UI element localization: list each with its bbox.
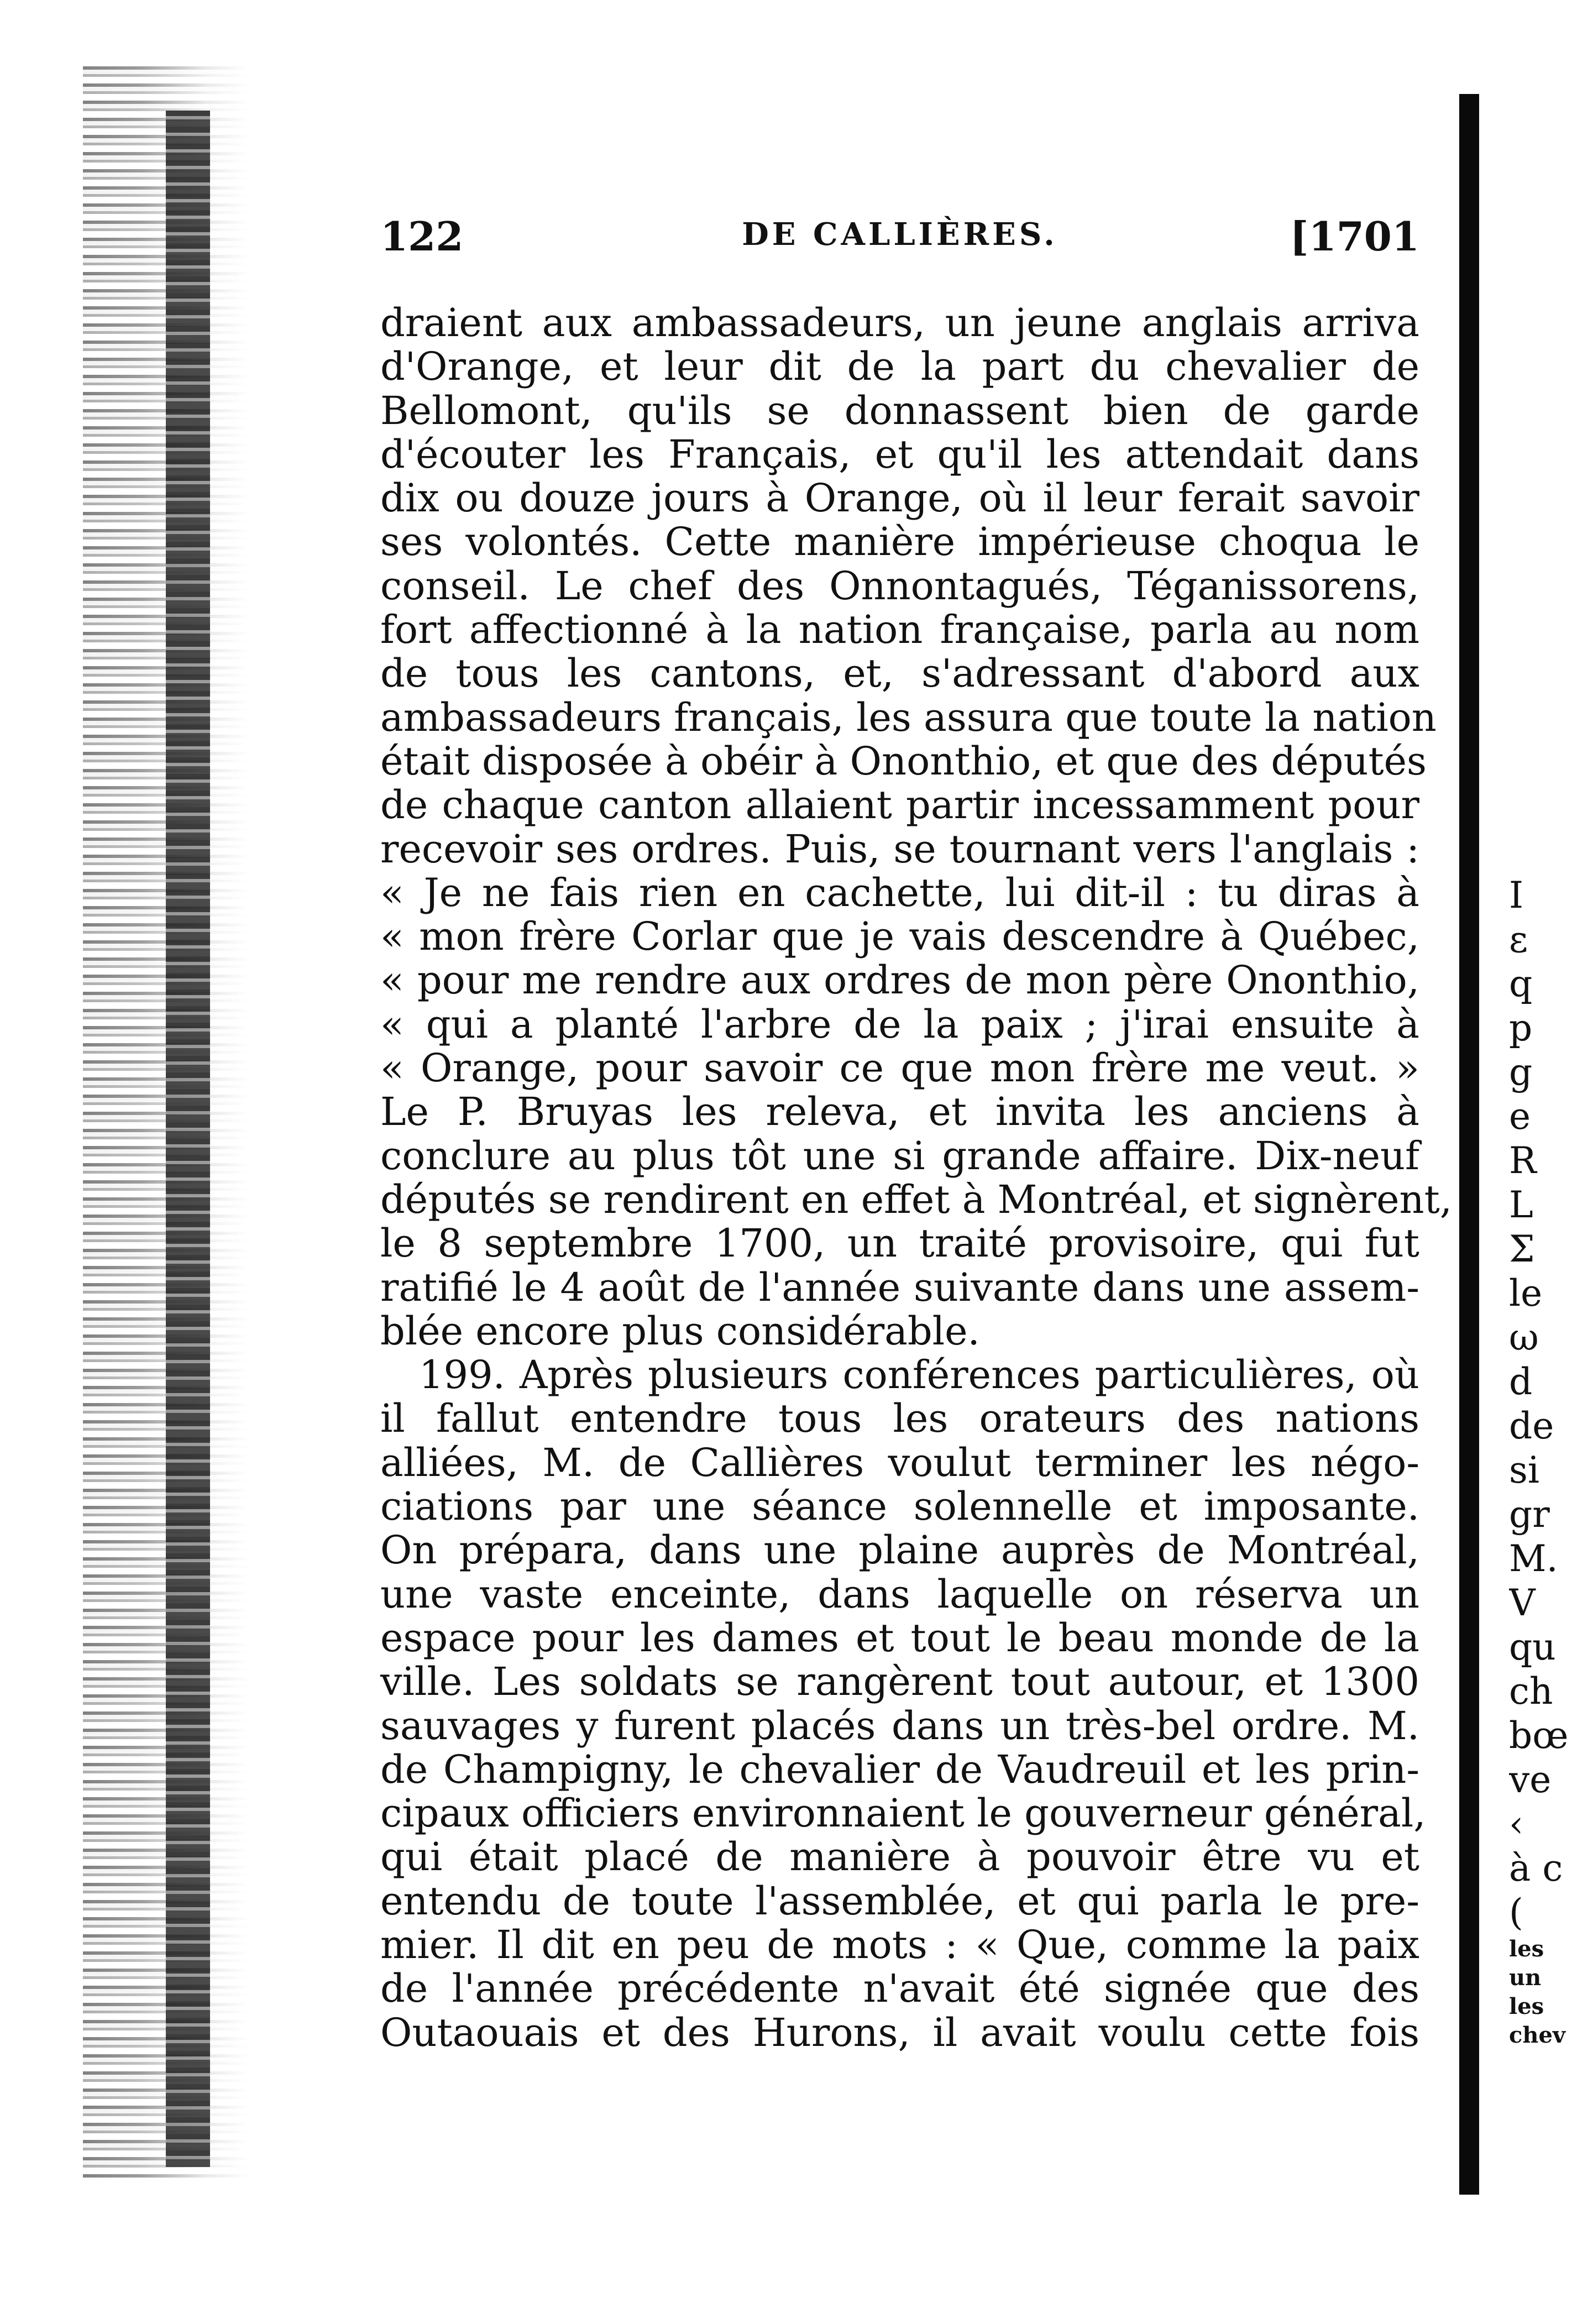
facing-fragment: ω <box>1509 1316 1539 1359</box>
facing-fragment: les <box>1509 1993 1544 2019</box>
text-line: fort affectionné à la nation française, parla au nom <box>380 607 1419 653</box>
text-line: dix ou douze jours à Orange, où il leur ferait savoir <box>380 475 1419 521</box>
text-line: Bellomont, qu'ils se donnassent bien de garde <box>380 388 1419 433</box>
facing-fragment: qu <box>1509 1626 1556 1668</box>
text-line: « mon frère Corlar que je vais descendre à Québec, <box>380 914 1419 960</box>
text-line: ses volontés. Cette manière impérieuse choqua le <box>380 519 1419 565</box>
facing-fragment: de <box>1509 1405 1554 1447</box>
text-line: ville. Les soldats se rangèrent tout autour, et 1300 <box>380 1659 1419 1705</box>
text-line: entendu de toute l'assemblée, et qui parla le pre- <box>380 1878 1419 1924</box>
text-line: qui était placé de manière à pouvoir être vu et <box>380 1834 1419 1880</box>
header-year: [1701 <box>1290 213 1419 260</box>
text-line: d'écouter les Français, et qu'il les attendait dans <box>380 431 1419 477</box>
text-line: le 8 septembre 1700, un traité provisoire, qui fut <box>380 1221 1419 1266</box>
text-line: « Je ne fais rien en cachette, lui dit-il : tu diras à <box>380 870 1419 915</box>
facing-fragment: à c <box>1509 1847 1563 1889</box>
facing-fragment: I <box>1509 874 1524 917</box>
text-line: ciations par une séance solennelle et imposante. <box>380 1484 1419 1530</box>
text-line: cipaux officiers environnaient le gouverneur général, <box>380 1791 1426 1836</box>
text-line: On prépara, dans une plaine auprès de Montréal, <box>380 1527 1419 1573</box>
page-edge-shadow <box>1459 94 1479 2195</box>
text-line: « Orange, pour savoir ce que mon frère me veut. » <box>380 1045 1419 1091</box>
text-line: ratifié le 4 août de l'année suivante dans une assem- <box>380 1264 1419 1310</box>
facing-page-fragments <box>1509 873 1592 2050</box>
text-line: de chaque canton allaient partir incessamment pour <box>380 782 1419 828</box>
text-line: de tous les cantons, et, s'adressant d'abord aux <box>380 651 1419 697</box>
facing-fragment: ε <box>1509 918 1528 961</box>
facing-fragment: ‹ <box>1509 1803 1524 1845</box>
facing-fragment: bœ <box>1509 1714 1569 1757</box>
page-number: 122 <box>380 213 464 260</box>
facing-fragment: si <box>1509 1449 1539 1491</box>
text-line: Outaouais et des Hurons, il avait voulu cette fois <box>380 2009 1419 2055</box>
running-header <box>380 213 1419 263</box>
text-line: sauvages y furent placés dans un très-bel ordre. M. <box>380 1703 1419 1749</box>
facing-fragment: le <box>1509 1272 1543 1315</box>
text-line: de Champigny, le chevalier de Vaudreuil et les prin- <box>380 1746 1419 1792</box>
facing-fragment: chev <box>1509 2022 1566 2048</box>
text-line: conclure au plus tôt une si grande affaire. Dix-neuf <box>380 1133 1419 1179</box>
facing-fragment: gr <box>1509 1493 1550 1536</box>
text-line: une vaste enceinte, dans laquelle on réserva un <box>380 1571 1419 1617</box>
text-line: espace pour les dames et tout le beau monde de la <box>380 1615 1419 1661</box>
text-line: députés se rendirent en effet à Montréal, et signèrent, <box>380 1176 1453 1222</box>
text-line: était disposée à obéir à Ononthio, et que des députés <box>380 738 1427 784</box>
text-line: draient aux ambassadeurs, un jeune anglais arriva <box>380 300 1419 346</box>
text-line: d'Orange, et leur dit de la part du chevalier de <box>380 344 1419 390</box>
facing-fragment: ve <box>1509 1758 1552 1801</box>
running-title: DE CALLIÈRES. <box>742 216 1058 253</box>
facing-fragment: un <box>1509 1965 1542 1991</box>
facing-fragment: L <box>1509 1184 1533 1226</box>
facing-fragment: e <box>1509 1095 1531 1138</box>
text-line: ambassadeurs français, les assura que toute la nation <box>380 694 1437 740</box>
text-line: recevoir ses ordres. Puis, se tournant vers l'anglais : <box>380 826 1419 872</box>
text-line: Le P. Bruyas les releva, et invita les anciens à <box>380 1089 1419 1135</box>
facing-fragment: Σ <box>1509 1228 1535 1270</box>
text-line: de l'année précédente n'avait été signée que des <box>380 1966 1419 2012</box>
text-line: alliées, M. de Callières voulut terminer les négo- <box>380 1440 1419 1485</box>
text-line: blée encore plus considérable. <box>380 1308 980 1354</box>
text-line: mier. Il dit en peu de mots : « Que, comme la paix <box>380 1922 1419 1967</box>
page-body-text <box>380 300 1453 2055</box>
facing-fragment: p <box>1509 1007 1533 1049</box>
binding-shadow <box>166 111 210 2167</box>
paragraph-start-line: 199. Après plusieurs conférences particulières, où <box>419 1352 1419 1398</box>
facing-fragment: V <box>1509 1582 1536 1624</box>
text-line: conseil. Le chef des Onnontagués, Téganissorens, <box>380 563 1419 609</box>
text-line: « pour me rendre aux ordres de mon père Ononthio, <box>380 957 1419 1003</box>
facing-fragment: g <box>1509 1051 1533 1093</box>
facing-fragment: les <box>1509 1936 1544 1962</box>
facing-fragment: M. <box>1509 1537 1558 1580</box>
facing-fragment: ch <box>1509 1670 1553 1713</box>
facing-fragment: R <box>1509 1139 1537 1182</box>
text-line: « qui a planté l'arbre de la paix ; j'irai ensuite à <box>380 1001 1419 1047</box>
facing-fragment: d <box>1509 1360 1533 1403</box>
facing-fragment: ( <box>1509 1891 1523 1934</box>
text-line: il fallut entendre tous les orateurs des nations <box>380 1396 1419 1442</box>
facing-fragment: q <box>1509 962 1533 1005</box>
